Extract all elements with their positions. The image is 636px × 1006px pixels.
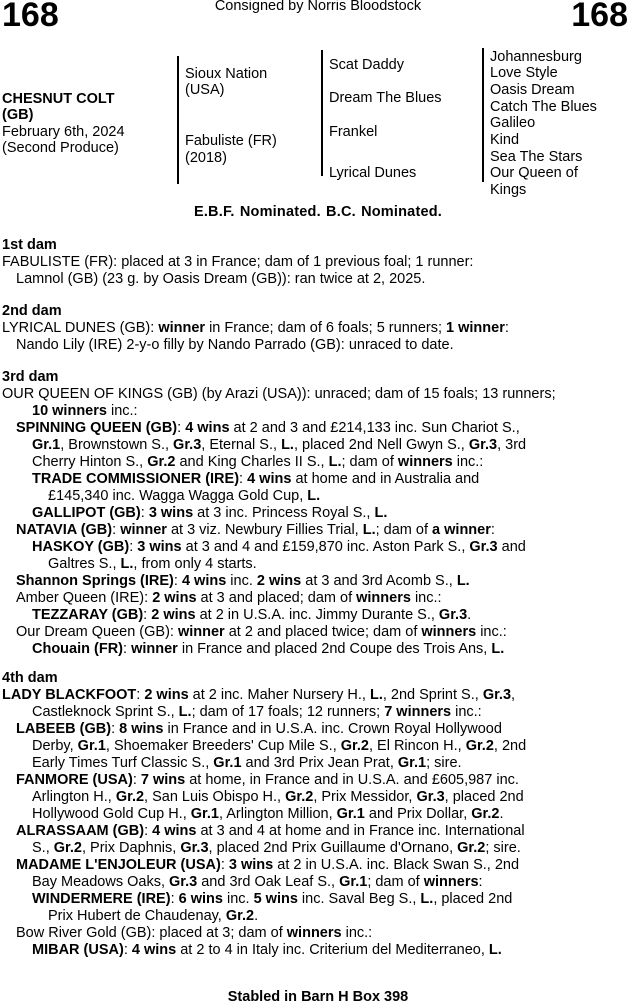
lot-number-right: 168 bbox=[571, 0, 628, 34]
ggp-8: Our Queen of bbox=[490, 165, 578, 181]
first-dam-section bbox=[2, 237, 626, 288]
second-dam-line: LYRICAL DUNES (GB): winner in France; dam of 6 foals; 5 runners; 1 winner: bbox=[2, 320, 509, 336]
sire-country: (USA) bbox=[185, 82, 225, 98]
third-dam-produce: SPINNING QUEEN (GB): 4 wins at 2 and 3 and £214,133 inc. Sun Chariot S., Gr.1, Brownstown S., Gr.3, Eternal S., L., placed 2nd Nell Gwyn S., Gr.3, 3rd Cherry Hinton S., Gr.2 and King Charles II S., L.; dam of winners inc.: TRADE COMMISSIONER (IRE): 4 wins at home and in Australia and £145,340 inc. Wagga Wagga Gold Cup, L. GALLIPOT (GB): 3 wins at 3 inc. Princess Royal S., L. NATAVIA (GB): winner at 3 viz. Newbury Fillies Trial, L.; dam of a winner: HASKOY (GB): 3 wins at 3 and 4 and £159,870 inc. Aston Park S., Gr.3 and Galtres S., L., from only 4 starts. Shannon Springs (IRE): 4 wins inc. 2 wins at 3 and 3rd Acomb S., L. Amber Queen (IRE): 2 wins at 3 and placed; dam of winners inc.: TEZZARAY (GB): 2 wins at 2 in U.S.A. inc. Jimmy Durante S., Gr.3. Our Dream Queen (GB): winner at 2 and placed twice; dam of winners inc.: Chouain (FR): winner in France and placed 2nd Coupe des Trois Ans, L. bbox=[16, 420, 527, 657]
section-heading: 2nd dam bbox=[2, 303, 62, 319]
ggp-6: Kind bbox=[490, 132, 520, 148]
produce-note: (Second Produce) bbox=[2, 140, 119, 156]
first-dam-runner: Lamnol (GB) (23 g. by Oasis Dream (GB)): ran twice at 2, 2025. bbox=[16, 271, 426, 287]
dam-year: (2018) bbox=[185, 150, 227, 166]
dam-dam: Lyrical Dunes bbox=[329, 165, 417, 181]
stabling-info: Stabled in Barn H Box 398 bbox=[227, 989, 409, 1005]
dam: Fabuliste (FR) bbox=[185, 133, 277, 149]
pedigree-divider-3 bbox=[482, 48, 484, 182]
section-heading: 3rd dam bbox=[2, 369, 59, 385]
section-heading: 4th dam bbox=[2, 670, 58, 686]
fourth-dam-produce: LADY BLACKFOOT: 2 wins at 2 inc. Maher Nursery H., L., 2nd Sprint S., Gr.3, Castleknock Sprint S., L.; dam of 17 foals; 12 runners; 7 winners inc.: LABEEB (GB): 8 wins in France and in U.S.A. inc. Crown Royal Hollywood Derby, Gr.1, Shoemaker Breeders' Cup Mile S., Gr.2, El Rincon H., Gr.2, 2nd Early Times Turf Classic S., Gr.1 and 3rd Prix Jean Prat, Gr.1; sire. FANMORE (USA): 7 wins at home, in France and in U.S.A. and £605,987 inc. Arlington H., Gr.2, San Luis Obispo H., Gr.2, Prix Messidor, Gr.3, placed 2nd Hollywood Gold Cup H., Gr.1, Arlington Million, Gr.1 and Prix Dollar, Gr.2. ALRASSAAM (GB): 4 wins at 3 and 4 at home and in France inc. International S., Gr.2, Prix Daphnis, Gr.3, placed 2nd Prix Guillaume d'Ornano, Gr.2; sire. MADAME L'ENJOLEUR (USA): 3 wins at 2 in U.S.A. inc. Black Swan S., 2nd Bay Meadows Oaks, Gr.3 and 3rd Oak Leaf S., Gr.1; dam of winners: WINDERMERE (IRE): 6 wins inc. 5 wins inc. Saval Beg S., L., placed 2nd Prix Hubert de Chaudenay, Gr.2. Bow River Gold (GB): placed at 3; dam of winners inc.: MIBAR (USA): 4 wins at 2 to 4 in Italy inc. Criterium del Mediterraneo, L. bbox=[2, 687, 527, 958]
ggp-4: Catch The Blues bbox=[490, 99, 597, 115]
ggp-8-cont: Kings bbox=[490, 182, 527, 198]
pedigree-divider-2 bbox=[321, 50, 323, 176]
nominations: E.B.F. Nominated. B.C. Nominated. bbox=[193, 204, 443, 220]
ggp-3: Oasis Dream bbox=[490, 82, 575, 98]
first-dam-line: FABULISTE (FR): placed at 3 in France; dam of 1 previous foal; 1 runner: bbox=[2, 254, 474, 270]
third-dam-winners: 10 winners inc.: bbox=[32, 403, 138, 419]
third-dam-line: OUR QUEEN OF KINGS (GB) (by Arazi (USA)): unraced; dam of 15 foals; 13 runners; bbox=[2, 386, 556, 402]
ggp-7: Sea The Stars bbox=[490, 149, 583, 165]
foaling-date: February 6th, 2024 bbox=[2, 124, 125, 140]
consignor: Consigned by Norris Bloodstock bbox=[214, 0, 422, 14]
ggp-2: Love Style bbox=[490, 65, 558, 81]
fourth-dam-section bbox=[2, 670, 626, 959]
sire: Sioux Nation bbox=[185, 66, 268, 82]
horse-name-line1: CHESNUT COLT bbox=[2, 91, 115, 107]
horse-name-line2: (GB) bbox=[2, 107, 34, 123]
ggp-5: Galileo bbox=[490, 115, 536, 131]
sire-dam: Dream The Blues bbox=[329, 90, 442, 106]
pedigree-divider-1 bbox=[177, 56, 179, 184]
dam-sire: Frankel bbox=[329, 124, 378, 140]
ggp-1: Johannesburg bbox=[490, 49, 582, 65]
lot-number-left: 168 bbox=[2, 0, 59, 34]
section-heading: 1st dam bbox=[2, 237, 57, 253]
second-dam-runner: Nando Lily (IRE) 2-y-o filly by Nando Parrado (GB): unraced to date. bbox=[16, 337, 454, 353]
second-dam-section bbox=[2, 303, 626, 354]
sire-sire: Scat Daddy bbox=[329, 57, 404, 73]
third-dam-section bbox=[2, 369, 626, 658]
